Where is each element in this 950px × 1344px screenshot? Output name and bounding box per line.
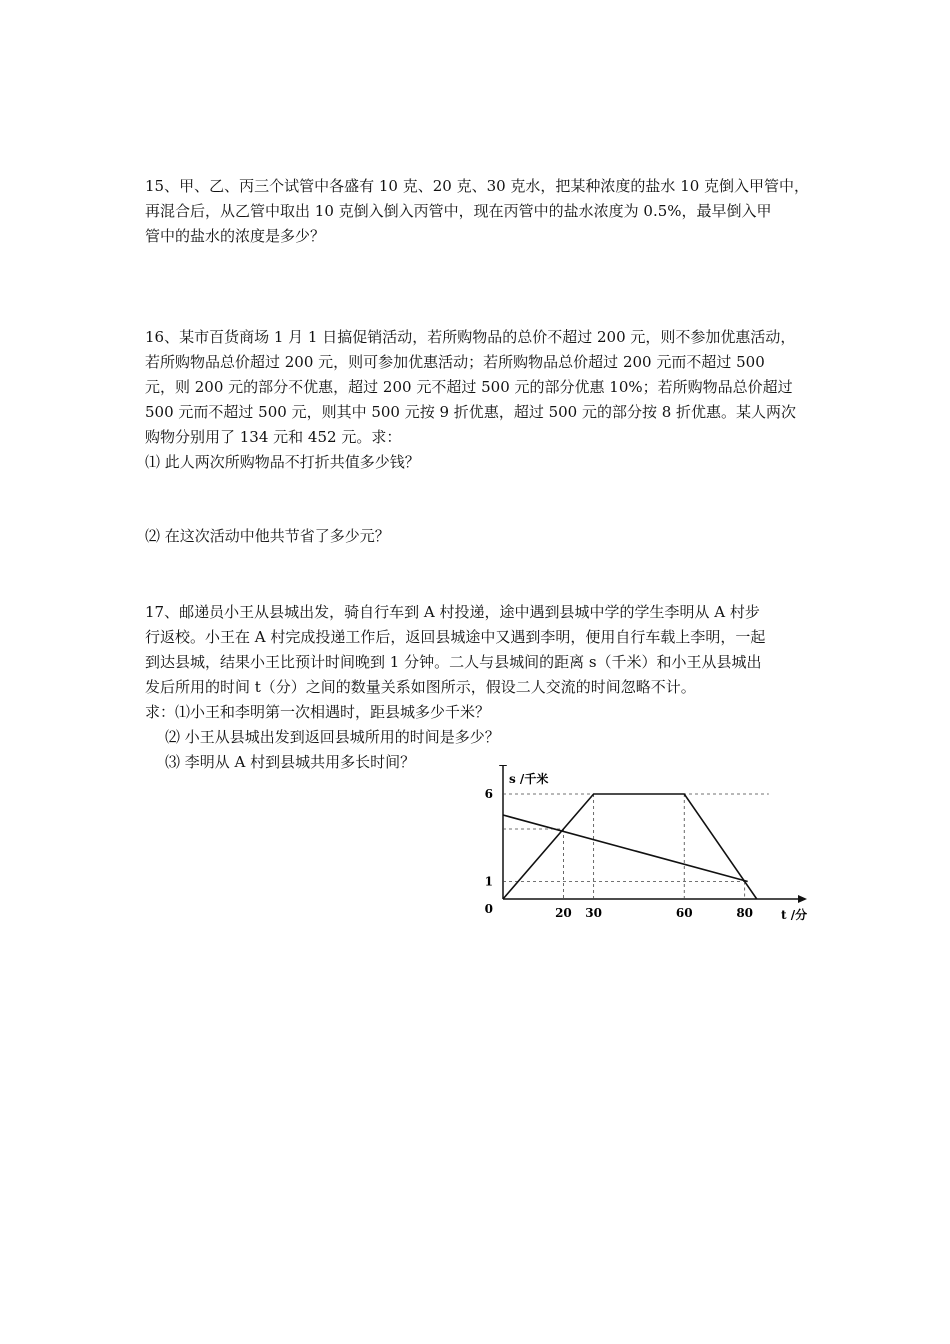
question-16 — [145, 325, 830, 475]
x-tick-30: 30 — [585, 906, 602, 920]
question-17 — [145, 600, 830, 775]
series-xiaowang — [503, 794, 757, 899]
q17-sub-1: 求：⑴小王和李明第一次相遇时，距县城多少千米？ — [145, 703, 491, 721]
y-axis-label: s /千米 — [509, 772, 549, 786]
q15-line-2: 再混合后，从乙管中取出 10 克倒入倒入丙管中，现在丙管中的盐水浓度为 0.5%，最早倒入甲 — [145, 202, 772, 220]
q17-line-4: 发后所用的时间 t（分）之间的数量关系如图所示，假设二人交流的时间忽略不计。 — [145, 678, 696, 696]
y-tick-6: 6 — [484, 787, 493, 801]
q15-line-1: 15、甲、乙、丙三个试管中各盛有 10 克、20 克、30 克水，把某种浓度的盐水 10 克倒入甲管中， — [145, 177, 810, 195]
q17-line-2: 行返校。小王在 A 村完成投递工作后，返回县城途中又遇到李明，便用自行车载上李明，一起 — [145, 628, 766, 646]
q17-sub-3: ⑶ 李明从 A 村到县城共用多长时间？ — [165, 753, 416, 771]
question-16-part-2 — [145, 524, 830, 549]
q16-sub-1: ⑴ 此人两次所购物品不打折共值多少钱？ — [145, 453, 420, 471]
q16-line-1: 16、某市百货商场 1 月 1 日搞促销活动，若所购物品的总价不超过 200 元，则不参加优惠活动， — [145, 328, 796, 346]
x-tick-80: 80 — [736, 906, 754, 920]
x-axis-arrow — [798, 895, 807, 903]
q16-line-4: 500 元而不超过 500 元，则其中 500 元按 9 折优惠，超过 500 元的部分按 8 折优惠。某人两次 — [145, 403, 797, 421]
series-liming — [503, 815, 748, 882]
q17-line-1: 17、邮递员小王从县城出发，骑自行车到 A 村投递，途中遇到县城中学的学生李明从 A 村步 — [145, 603, 760, 621]
distance-time-graph — [478, 765, 818, 930]
q16-sub-2: ⑵ 在这次活动中他共节省了多少元？ — [145, 527, 390, 545]
q16-line-2: 若所购物品总价超过 200 元，则可参加优惠活动；若所购物品总价超过 200 元而不超过 500 — [145, 353, 765, 371]
q15-line-3: 管中的盐水的浓度是多少？ — [145, 227, 326, 245]
q16-line-3: 元，则 200 元的部分不优惠，超过 200 元不超过 500 元的部分优惠 10%；若所购物品总价超过 — [145, 378, 793, 396]
y-tick-1: 1 — [484, 874, 493, 889]
origin-label: 0 — [484, 902, 493, 916]
q17-line-3: 到达县城，结果小王比预计时间晚到 1 分钟。二人与县城间的距离 s（千米）和小王从县城出 — [145, 653, 762, 671]
x-axis-label: t /分 — [781, 908, 808, 922]
x-tick-60: 60 — [675, 906, 693, 920]
q17-sub-2: ⑵ 小王从县城出发到返回县城所用的时间是多少？ — [165, 728, 500, 746]
y-axis-arrow — [499, 765, 507, 766]
question-15 — [145, 174, 830, 249]
x-tick-20: 20 — [555, 906, 572, 920]
q16-line-5: 购物分别用了 134 元和 452 元。求： — [145, 428, 402, 446]
